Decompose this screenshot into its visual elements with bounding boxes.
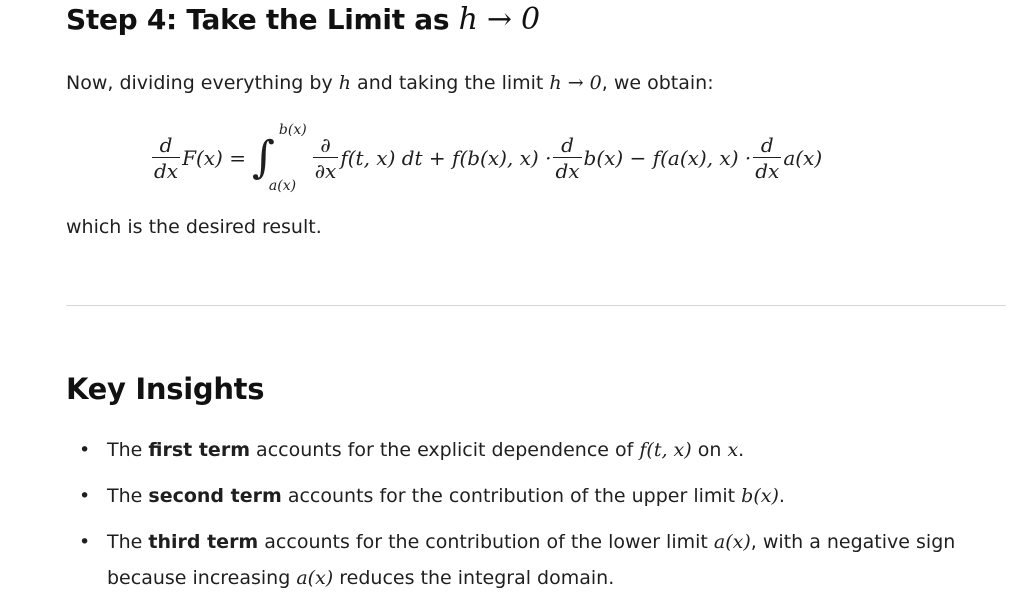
partial-operator xyxy=(313,134,339,182)
formula-lhs: F(x) = xyxy=(182,146,246,170)
item-text: The xyxy=(107,485,143,507)
frac-num: ∂ xyxy=(320,133,331,157)
intro-text-before: Now, dividing everything by xyxy=(66,72,333,94)
frac-den: ∂x xyxy=(314,159,337,183)
derivative-operator-b xyxy=(553,134,581,182)
item-text: accounts for the explicit dependence of xyxy=(256,439,634,461)
bullet-icon: • xyxy=(79,531,91,553)
item-bold: third term xyxy=(148,531,259,553)
integral-upper-limit: b(x) xyxy=(278,122,307,138)
derivative-operator-a xyxy=(753,134,781,182)
item-text: The xyxy=(107,439,143,461)
integral-sign: ∫ b(x) a(x) xyxy=(251,122,307,194)
item-text: on xyxy=(697,439,722,461)
list-item xyxy=(66,432,1006,468)
frac-num: d xyxy=(760,133,774,157)
item-bold: second term xyxy=(148,485,282,507)
item-text: reduces the integral domain. xyxy=(339,567,615,589)
insights-list xyxy=(66,432,1006,606)
intro-text-after: , we obtain: xyxy=(601,72,714,94)
item-bold: first term xyxy=(148,439,250,461)
frac-num: d xyxy=(159,133,173,157)
step-heading-text: Step 4: Take the Limit as xyxy=(66,3,450,36)
item-math: a(x) xyxy=(713,531,751,553)
step-heading xyxy=(66,2,540,37)
insights-heading: Key Insights xyxy=(66,372,265,406)
intro-limit: h → 0 xyxy=(549,72,602,94)
item-text: , with a negative sign because increasing xyxy=(107,531,956,589)
item-math: f(t, x) xyxy=(639,439,692,461)
derivative-operator xyxy=(152,134,180,182)
item-math: x xyxy=(727,439,739,461)
frac-num: d xyxy=(561,133,574,157)
leibniz-formula xyxy=(150,120,950,196)
conclusion-paragraph: which is the desired result. xyxy=(66,216,322,238)
item-math: a(x) xyxy=(296,567,334,589)
formula-integrand: f(t, x) dt + f(b(x), x) · xyxy=(340,146,552,170)
frac-den: dx xyxy=(555,159,580,183)
intro-paragraph xyxy=(66,72,714,94)
intro-var-h: h xyxy=(338,72,351,94)
section-divider xyxy=(66,305,1006,306)
formula-b-term: b(x) − f(a(x), x) · xyxy=(583,146,752,170)
frac-den: dx xyxy=(755,159,780,183)
intro-text-middle: and taking the limit xyxy=(357,72,544,94)
list-item xyxy=(66,478,1006,514)
step-heading-math: h → 0 xyxy=(458,2,540,37)
list-item xyxy=(66,524,1006,596)
item-math: b(x) xyxy=(741,485,779,507)
item-text: accounts for the contribution of the lower limit xyxy=(264,531,708,553)
bullet-icon: • xyxy=(79,485,91,507)
bullet-icon: • xyxy=(79,439,91,461)
item-text: . xyxy=(778,485,785,507)
integral-lower-limit: a(x) xyxy=(268,178,297,194)
item-text: The xyxy=(107,531,143,553)
formula-a-term: a(x) xyxy=(783,146,823,170)
frac-den: dx xyxy=(154,159,179,183)
item-text: . xyxy=(738,439,745,461)
item-text: accounts for the contribution of the upper limit xyxy=(287,485,736,507)
